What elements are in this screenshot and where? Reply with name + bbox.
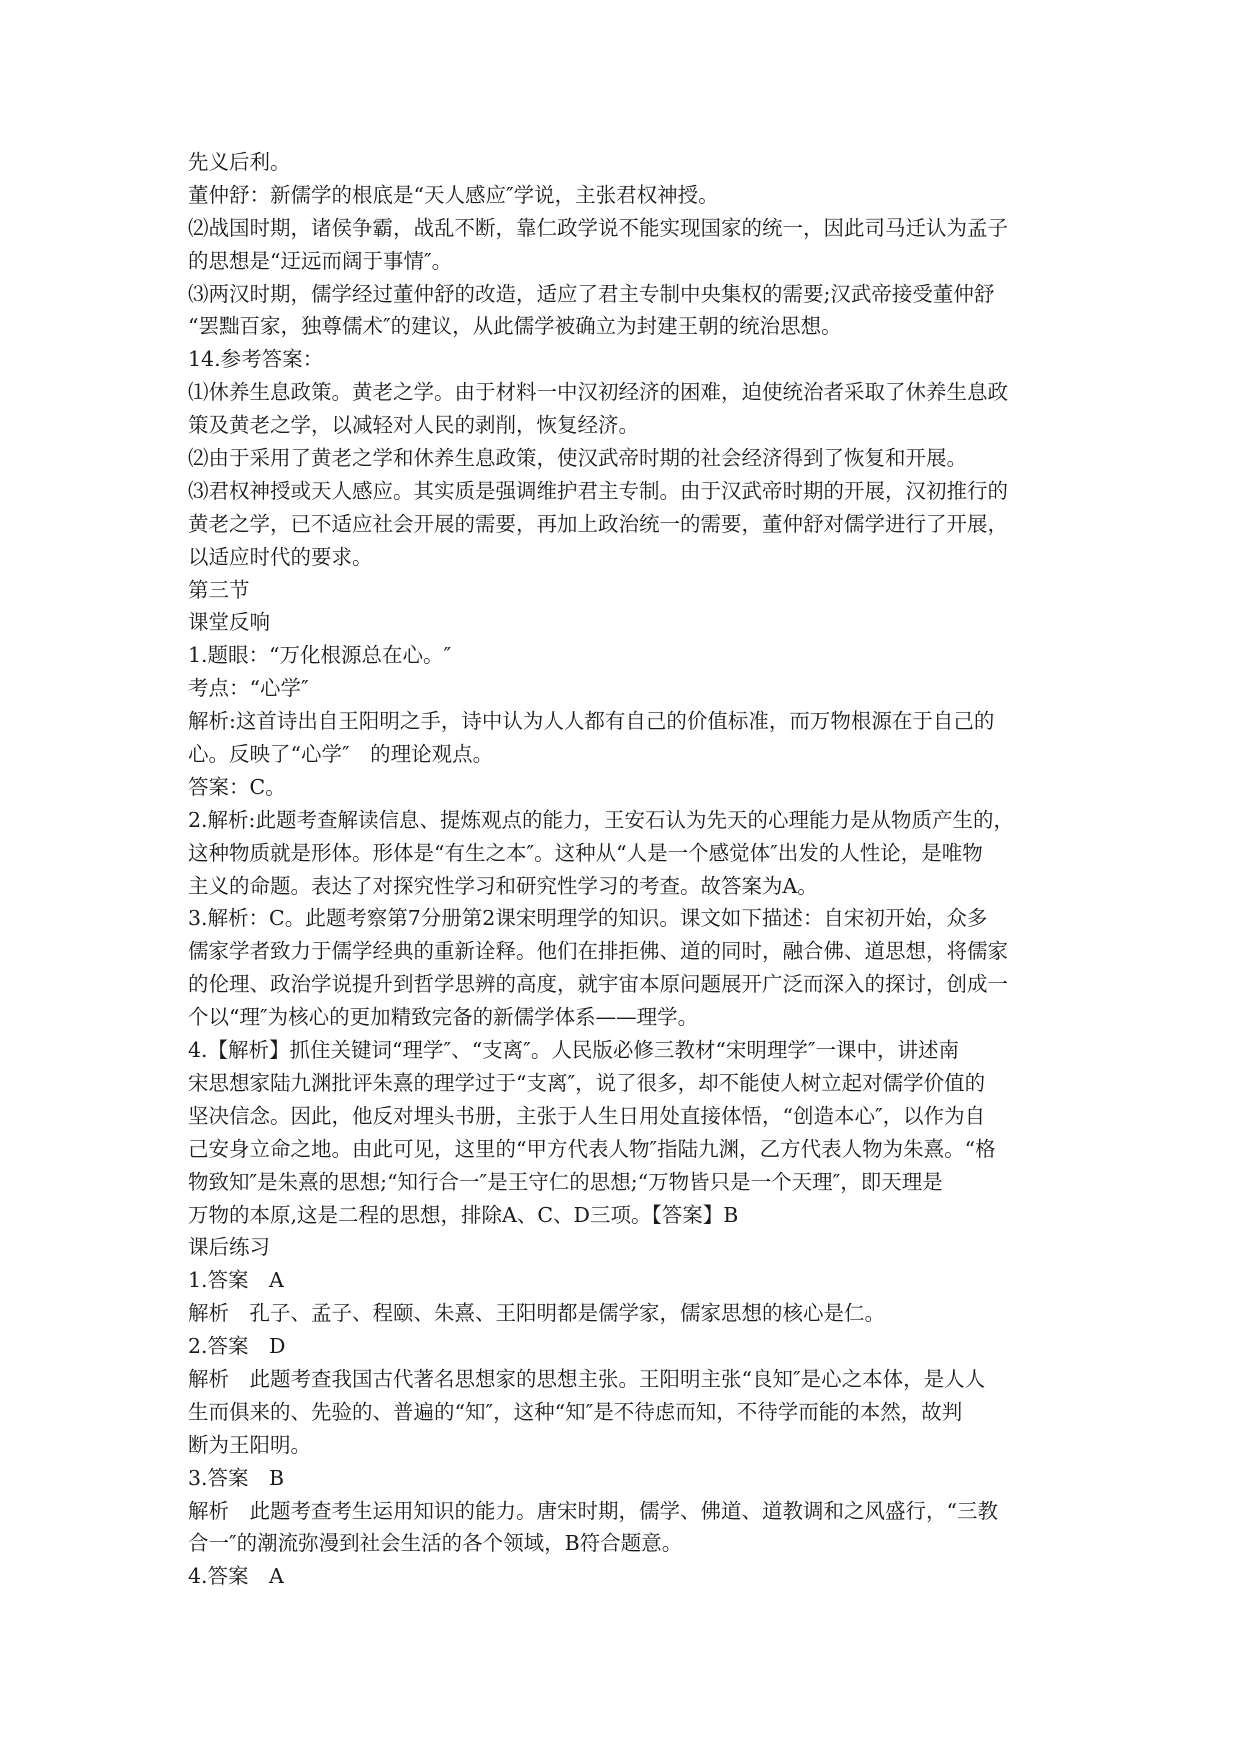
text-line: 万物的本原,这是二程的思想，排除A、C、D三项。【答案】B bbox=[188, 1202, 739, 1227]
text-line: 的思想是“迂远而阔于事情″。 bbox=[188, 248, 453, 273]
text-line: ⑶两汉时期，儒学经过董仲舒的改造，适应了君主专制中央集权的需要;汉武帝接受董仲舒 bbox=[188, 281, 995, 306]
text-line: “罢黜百家，独尊儒术″的建议，从此儒学被确立为封建王朝的统治思想。 bbox=[188, 314, 842, 339]
text-line: 策及黄老之学，以减轻对人民的剥削，恢复经济。 bbox=[188, 413, 639, 438]
text-line: 解析 此题考查我国古代著名思想家的思想主张。王阳明主张“良知″是心之本体，是人人 bbox=[188, 1366, 986, 1391]
text-line: 物致知″是朱熹的思想;“知行合一″是王守仁的思想;“万物皆只是一个天理″，即天理是 bbox=[188, 1169, 943, 1194]
answer-heading: 14.参考答案： bbox=[188, 347, 324, 372]
text-line: 解析 此题考查考生运用知识的能力。唐宋时期，儒学、佛道、道教调和之风盛行，“三教 bbox=[188, 1498, 998, 1523]
subsection-heading: 课堂反响 bbox=[188, 610, 270, 635]
text-line: 3.解析：C。此题考察第7分册第2课宋明理学的知识。课文如下描述：自宋初开始，众多 bbox=[188, 906, 988, 931]
text-line: 解析 孔子、孟子、程颐、朱熹、王阳明都是儒学家，儒家思想的核心是仁。 bbox=[188, 1301, 885, 1326]
text-line: 的伦理、政治学说提升到哲学思辨的高度，就宇宙本原问题展开广泛而深入的探讨，创成一 bbox=[188, 972, 1008, 997]
text-line: 2.答案 D bbox=[188, 1334, 286, 1359]
text-line: 4.答案 A bbox=[188, 1564, 284, 1589]
section-heading: 第三节 bbox=[188, 577, 250, 602]
text-line: ⑶君权神授或天人感应。其实质是强调维护君主专制。由于汉武帝时期的开展，汉初推行的 bbox=[188, 478, 1008, 503]
text-line: 合一″的潮流弥漫到社会生活的各个领域，B符合题意。 bbox=[188, 1531, 683, 1556]
text-line: 生而俱来的、先验的、普遍的“知″，这种“知″是不待虑而知，不待学而能的本然，故判 bbox=[188, 1399, 963, 1424]
text-line: 考点：“心学″ bbox=[188, 676, 309, 701]
text-line: 1.题眼：“万化根源总在心。″ bbox=[188, 643, 452, 668]
text-line: 个以“理″为核心的更加精致完备的新儒学体系——理学。 bbox=[188, 1005, 699, 1030]
text-line: 以适应时代的要求。 bbox=[188, 544, 373, 569]
text-line: 解析:这首诗出自王阳明之手，诗中认为人人都有自己的价值标准，而万物根源在于自己的 bbox=[188, 709, 995, 734]
text-line: 己安身立命之地。由此可见，这里的“甲方代表人物″指陆九渊，乙方代表人物为朱熹。“格 bbox=[188, 1136, 996, 1161]
text-line: 2.解析:此题考查解读信息、提炼观点的能力，王安石认为先天的心理能力是从物质产生的， bbox=[188, 807, 1014, 832]
document-body bbox=[188, 146, 1058, 1593]
text-line: 坚决信念。因此，他反对埋头书册，主张于人生日用处直接体悟，“创造本心″，以作为自 bbox=[188, 1103, 986, 1128]
text-line: 断为王阳明。 bbox=[188, 1432, 311, 1457]
text-line: 宋思想家陆九渊批评朱熹的理学过于“支离″，说了很多，却不能使人树立起对儒学价值的 bbox=[188, 1070, 986, 1095]
text-line: ⑵战国时期，诸侯争霸，战乱不断，靠仁政学说不能实现国家的统一，因此司马迁认为孟子 bbox=[188, 215, 1008, 240]
text-line: ⑴休养生息政策。黄老之学。由于材料一中汉初经济的困难，迫使统治者采取了休养生息政 bbox=[188, 380, 1008, 405]
subsection-heading: 课后练习 bbox=[188, 1235, 270, 1260]
text-line: ⑵由于采用了黄老之学和休养生息政策，使汉武帝时期的社会经济得到了恢复和开展。 bbox=[188, 446, 967, 471]
text-line: 先义后利。 bbox=[188, 150, 291, 174]
text-line: 4.【解析】抓住关键词“理学″、“支离″。人民版必修三教材“宋明理学″一课中，讲述南 bbox=[188, 1038, 959, 1063]
text-line: 1.答案 A bbox=[188, 1268, 284, 1293]
text-line: 3.答案 B bbox=[188, 1465, 285, 1490]
text-line: 儒家学者致力于儒学经典的重新诠释。他们在排拒佛、道的同时，融合佛、道思想，将儒家 bbox=[188, 939, 1008, 964]
text-line: 主义的命题。表达了对探究性学习和研究性学习的考查。故答案为A。 bbox=[188, 873, 818, 898]
text-line: 心。反映了“心学″ 的理论观点。 bbox=[188, 742, 494, 767]
text-line: 董仲舒：新儒学的根底是“天人感应″学说，主张君权神授。 bbox=[188, 182, 719, 207]
text-line: 这种物质就是形体。形体是“有生之本″。这种从“人是一个感觉体″出发的人性论，是唯物 bbox=[188, 840, 983, 865]
text-line: 黄老之学，已不适应社会开展的需要，再加上政治统一的需要，董仲舒对儒学进行了开展， bbox=[188, 511, 1008, 536]
text-line: 答案：C。 bbox=[188, 774, 286, 799]
